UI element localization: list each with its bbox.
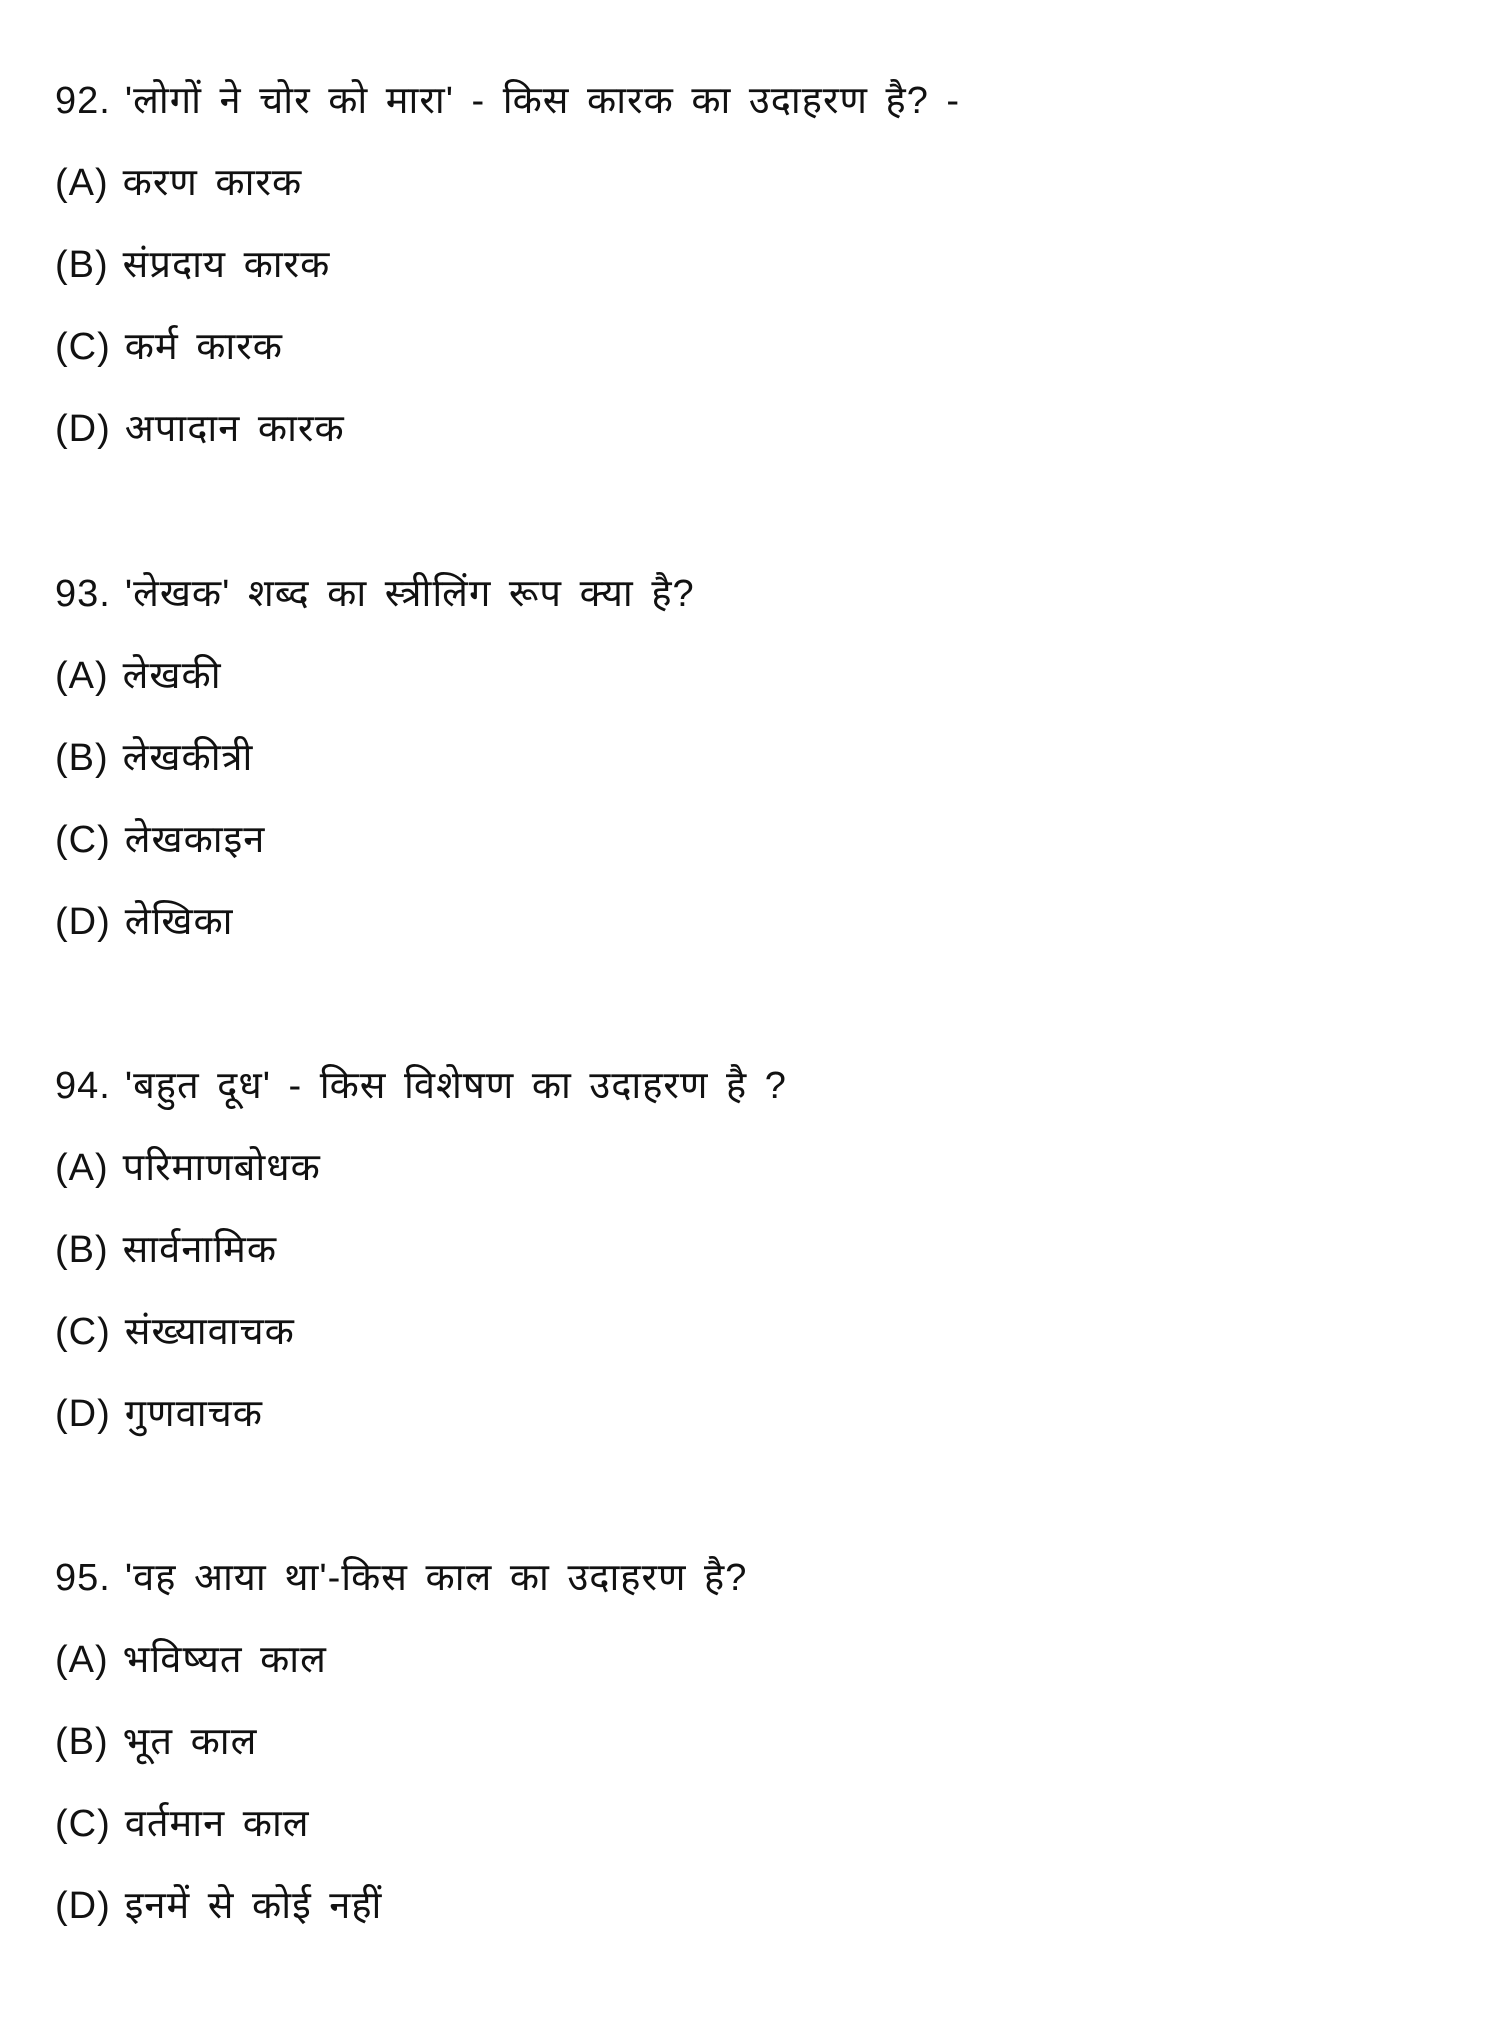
option-label: (D) [55,1393,111,1435]
option-text: भूत काल [122,1721,258,1763]
option [55,736,695,818]
option [55,1146,787,1228]
option-label: (B) [55,244,109,286]
option-label: (A) [55,655,109,697]
option-label: (C) [55,819,111,861]
option-label: (B) [55,737,109,779]
question-text [55,79,960,161]
option-text: भविष्यत काल [122,1639,327,1681]
option-label: (B) [55,1229,109,1271]
option [55,818,695,900]
option [55,1228,787,1310]
option-text: अपादान कारक [124,408,345,450]
question-number: 92. [55,80,111,122]
option [55,407,960,489]
option-label: (C) [55,326,111,368]
option-label: (C) [55,1311,111,1353]
option-label: (B) [55,1721,109,1763]
question-block [55,1556,747,1966]
option-text: संप्रदाय कारक [122,244,331,286]
option-text: सार्वनामिक [122,1229,277,1271]
option-label: (D) [55,901,111,943]
question-stem: 'वह आया था'-किस काल का उदाहरण है? [124,1557,748,1599]
option-text: कर्म कारक [124,326,283,368]
option-text: लेखिका [124,901,234,943]
option-label: (D) [55,1885,111,1927]
option [55,161,960,243]
option [55,654,695,736]
option-label: (D) [55,408,111,450]
option-text: लेखकीत्री [122,737,254,779]
option [55,1802,747,1884]
question-text [55,1064,787,1146]
option-label: (C) [55,1803,111,1845]
question-block [55,1064,787,1474]
question-text [55,572,695,654]
option-label: (A) [55,162,109,204]
question-stem: 'बहुत दूध' - किस विशेषण का उदाहरण है ? [124,1065,787,1107]
option [55,1310,787,1392]
question-block [55,572,695,982]
option [55,1884,747,1966]
question-text [55,1556,747,1638]
option-text: वर्तमान काल [124,1803,310,1845]
option [55,1638,747,1720]
question-number: 93. [55,573,111,615]
option [55,1392,787,1474]
question-number: 94. [55,1065,111,1107]
option-text: संख्यावाचक [124,1311,295,1353]
option-text: गुणवाचक [124,1393,263,1435]
option-text: लेखकी [122,655,222,697]
option [55,325,960,407]
option [55,243,960,325]
option [55,1720,747,1802]
question-stem: 'लोगों ने चोर को मारा' - किस कारक का उदाहरण है? - [124,80,961,122]
option-text: लेखकाइन [124,819,266,861]
option-label: (A) [55,1639,109,1681]
option-text: करण कारक [122,162,303,204]
option [55,900,695,982]
question-block [55,79,960,489]
question-number: 95. [55,1557,111,1599]
option-text: इनमें से कोई नहीं [124,1885,383,1927]
option-label: (A) [55,1147,109,1189]
option-text: परिमाणबोधक [122,1147,321,1189]
question-stem: 'लेखक' शब्द का स्त्रीलिंग रूप क्या है? [124,573,695,615]
